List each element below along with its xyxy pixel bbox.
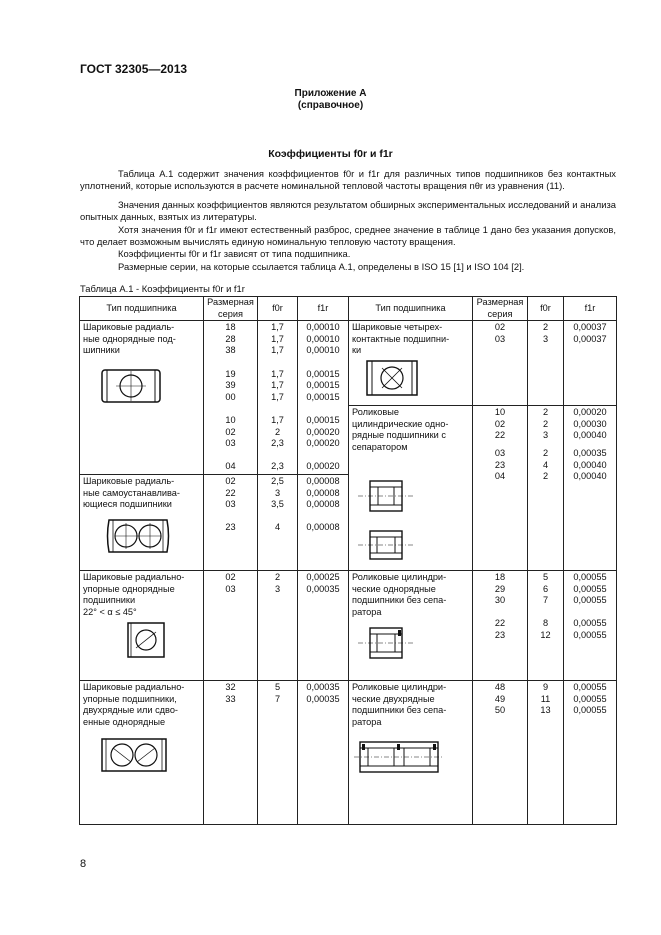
angular-contact-ball-bearing-icon — [127, 622, 165, 658]
cylindrical-roller-bearing-icon — [358, 528, 414, 562]
f0-cell: 2 3 — [258, 570, 298, 680]
cylindrical-roller-bearing-icon — [358, 476, 414, 516]
bearing-type-cell: Роликовые цилиндри- ческие двухрядные подшипники без сепа- ратора — [349, 680, 473, 824]
paragraph: Хотя значения f0r и f1r имеют естественный разброс, среднее значение в таблице 1 дано без указания допусков, что делает возможным вычислять единую номинальную тепловую частоту вращения. — [80, 223, 616, 248]
series-cell: 48 49 50 — [473, 680, 528, 824]
col-type: Тип подшипника — [349, 297, 473, 321]
f1-cell: 0,00025 0,00035 — [298, 570, 349, 680]
full-complement-cylindrical-roller-bearing-icon — [358, 624, 414, 662]
page-number: 8 — [80, 858, 87, 870]
col-f1: f1r — [564, 297, 617, 321]
col-f0: f0r — [528, 297, 564, 321]
self-aligning-ball-bearing-icon — [105, 519, 171, 553]
table-row — [80, 680, 617, 824]
f1-cell: 0,00010 0,00010 0,00010 0,00015 0,00015 0,00015 0,00015 0,00020 0,00020 0,00020 — [298, 321, 349, 475]
series-cell: 18 28 38 19 39 00 10 02 03 04 — [204, 321, 258, 475]
table-caption: Таблица А.1 - Коэффициенты f0r и f1r — [80, 283, 245, 294]
double-row-angular-contact-bearing-icon — [101, 738, 167, 772]
series-cell: 02 22 03 23 — [204, 474, 258, 570]
bearing-type-cell: Шариковые четырех- контактные подшипни- ки — [349, 321, 473, 406]
f1-cell: 0,00037 0,00037 — [564, 321, 617, 406]
f1-cell: 0,00008 0,00008 0,00008 0,00008 — [298, 474, 349, 570]
f1-cell: 0,00055 0,00055 0,00055 — [564, 680, 617, 824]
f0-cell: 2 3 — [528, 321, 564, 406]
series-cell: 10 02 22 03 23 04 — [473, 406, 528, 571]
f0-cell: 1,7 1,7 1,7 1,7 1,7 1,7 1,7 2 2,3 2,3 — [258, 321, 298, 475]
f0-cell: 9 11 13 — [528, 680, 564, 824]
double-row-full-complement-roller-bearing-icon — [354, 738, 444, 776]
f0-cell: 2,5 3 3,5 4 — [258, 474, 298, 570]
f1-cell: 0,00020 0,00030 0,00040 0,00035 0,00040 0,00040 — [564, 406, 617, 571]
bearing-type-cell: Шариковые радиально- упорные однорядные подшипники 22° < α ≤ 45° — [80, 570, 204, 680]
bearing-type-cell: Шариковые радиаль- ные самоустанавлива- ющиеся подшипники — [80, 474, 204, 570]
bearing-type-cell: Шариковые радиаль- ные однорядные под- шипники — [80, 321, 204, 475]
appendix-subtitle: (справочное) — [297, 100, 364, 111]
f0-cell: 5 6 7 8 12 — [528, 570, 564, 680]
paragraph: Коэффициенты f0r и f1r зависят от типа подшипника. — [118, 248, 351, 260]
bearing-type-cell: Роликовые цилиндри- ческие однорядные подшипники без сепа- ратора — [349, 570, 473, 680]
section-title: Коэффициенты f0r и f1r — [268, 148, 393, 160]
four-point-contact-ball-bearing-icon — [366, 360, 418, 396]
col-f0: f0r — [258, 297, 298, 321]
col-type: Тип подшипника — [80, 297, 204, 321]
coefficients-table — [79, 296, 617, 825]
paragraph: Значения данных коэффициентов являются результатом обширных экспериментальных исследований и анализа опытных данных, взятых из литературы. — [80, 198, 616, 223]
series-cell: 18 29 30 22 23 — [473, 570, 528, 680]
col-series: Размерная серия — [473, 297, 528, 321]
series-cell: 02 03 — [473, 321, 528, 406]
f0-cell: 2 2 3 2 4 2 — [528, 406, 564, 571]
series-cell: 32 33 — [204, 680, 258, 824]
f1-cell: 0,00055 0,00055 0,00055 0,00055 0,00055 — [564, 570, 617, 680]
f0-cell: 5 7 — [258, 680, 298, 824]
table-row — [80, 321, 617, 406]
table-row — [80, 570, 617, 680]
deep-groove-ball-bearing-icon — [101, 369, 161, 403]
paragraph: Размерные серии, на которые ссылается таблица А.1, определены в ISO 15 [1] и ISO 104 [2]. — [118, 260, 525, 272]
bearing-type-cell: Роликовые цилиндрические одно- рядные подшипники с сепаратором — [349, 406, 473, 571]
col-f1: f1r — [298, 297, 349, 321]
table-header-row — [80, 297, 617, 321]
bearing-type-cell: Шариковые радиально- упорные подшипники, двухрядные или сдво- енные однорядные — [80, 680, 204, 824]
f1-cell: 0,00035 0,00035 — [298, 680, 349, 824]
intro-text — [80, 168, 616, 273]
appendix-title: Приложение А — [294, 88, 367, 99]
paragraph: Таблица А.1 содержит значения коэффициентов f0r и f1r для различных типов подшипников без контактных уплотнений, которые используются в расчете номинальной тепловой частоты вращения nθr из уравнения (11). — [80, 168, 616, 192]
standard-header: ГОСТ 32305—2013 — [80, 62, 188, 76]
col-series: Размерная серия — [204, 297, 258, 321]
series-cell: 02 03 — [204, 570, 258, 680]
